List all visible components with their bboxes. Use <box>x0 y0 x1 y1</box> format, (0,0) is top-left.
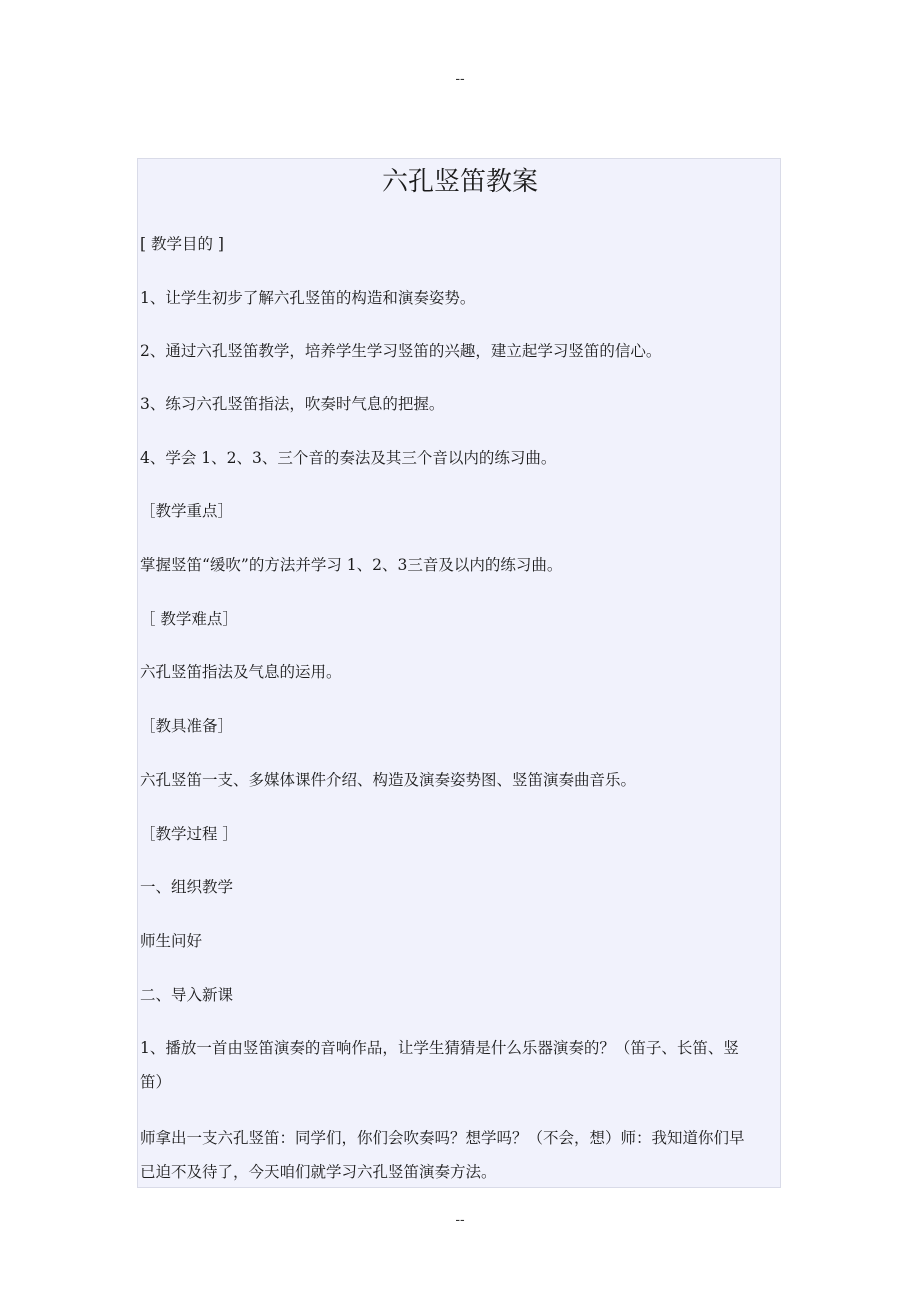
objective-item-3: 3、练习六孔竖笛指法，吹奏时气息的把握。 <box>140 395 445 413</box>
page-footer-mark: -- <box>455 1211 465 1227</box>
page-header-mark: -- <box>455 70 465 86</box>
objective-item-4: 4、学会 1、2、3、三个音的奏法及其三个音以内的练习曲。 <box>140 449 557 467</box>
section-heading-key-points: ［教学重点］ <box>140 502 234 520</box>
process-step-2-heading: 二、导入新课 <box>140 986 234 1004</box>
section-heading-materials: ［教具准备］ <box>140 717 234 735</box>
document-title: 六孔竖笛教案 <box>381 167 538 197</box>
section-heading-difficulties: ［ 教学难点］ <box>140 610 238 628</box>
section-heading-objectives: [ 教学目的 ] <box>140 235 224 253</box>
objective-item-2: 2、通过六孔竖笛教学，培养学生学习竖笛的兴趣，建立起学习竖笛的信心。 <box>140 342 662 360</box>
difficulties-text: 六孔竖笛指法及气息的运用。 <box>140 663 342 681</box>
document-body <box>137 158 781 1188</box>
objective-item-1: 1、让学生初步了解六孔竖笛的构造和演奏姿势。 <box>140 289 476 307</box>
materials-text: 六孔竖笛一支、多媒体课件介绍、构造及演奏姿势图、竖笛演奏曲音乐。 <box>140 771 637 789</box>
process-step-2-item-2: 师拿出一支六孔竖笛：同学们，你们会吹奏吗？想学吗？（不会，想）师：我知道你们早已迫不及待了，今天咱们就学习六孔竖笛演奏方法。 <box>140 1129 745 1181</box>
key-points-text: 掌握竖笛“缓吹”的方法并学习 1、2、3三音及以内的练习曲。 <box>140 556 563 574</box>
section-heading-process: ［教学过程 ］ <box>140 825 238 843</box>
process-step-2-item-1: 1、播放一首由竖笛演奏的音响作品，让学生猜猜是什么乐器演奏的？（笛子、长笛、竖笛） <box>140 1039 739 1091</box>
process-step-1-text: 师生问好 <box>140 932 203 950</box>
process-step-1-heading: 一、组织教学 <box>140 878 234 896</box>
